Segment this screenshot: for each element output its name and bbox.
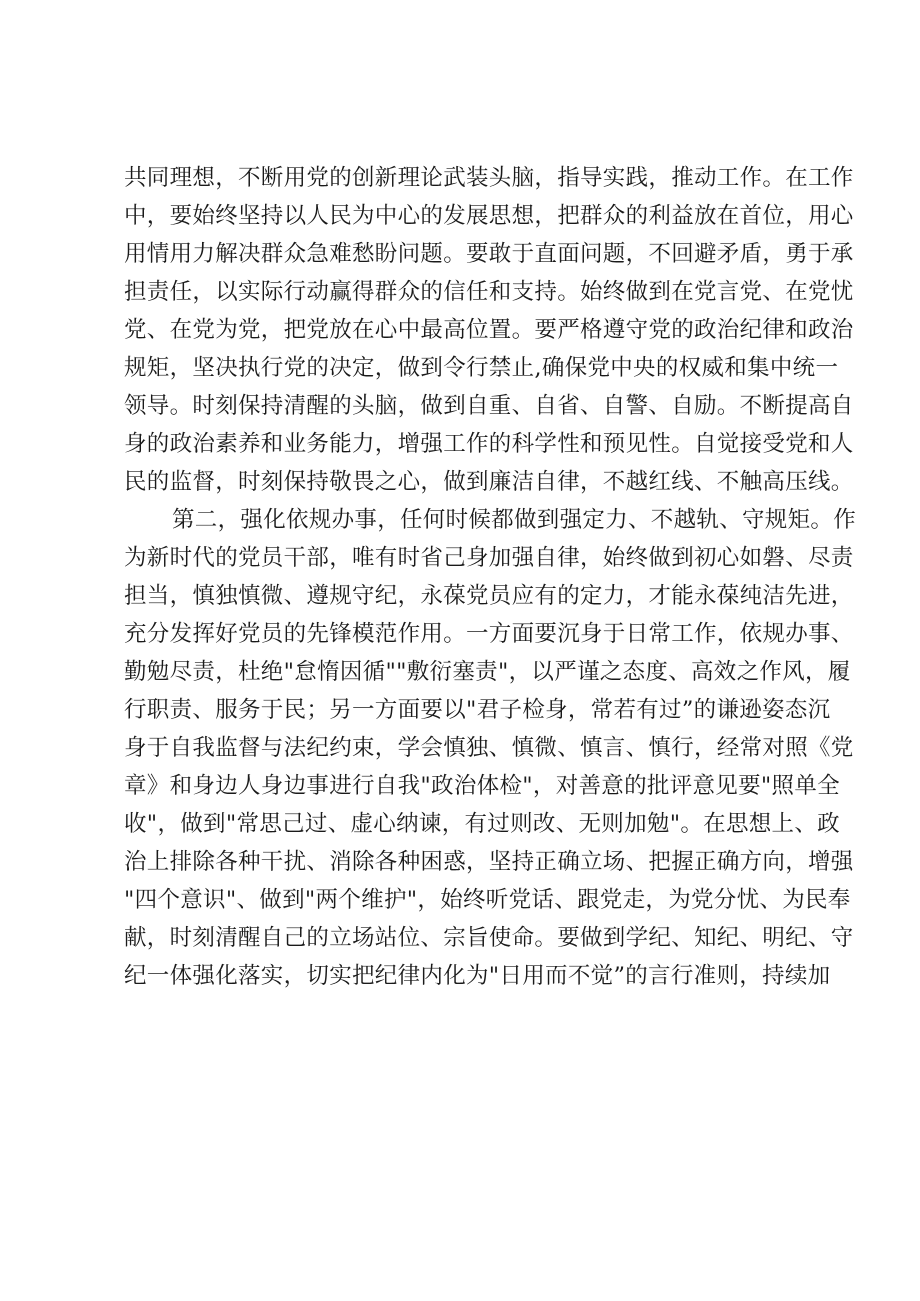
text-line: 献，时刻清醒自己的立场站位、宗旨使命。要做到学纪、知纪、明纪、守 [124,925,854,951]
text-line: 勤勉尽责，杜绝"怠惰因循""敷衍塞责"，以严谨之态度、高效之作风，履 [124,659,851,685]
text-line: 领导。时刻保持清醒的头脑，做到自重、自省、自警、自励。不断提高自 [124,393,854,419]
text-line: 中，要始终坚持以人民为中心的发展思想，把群众的利益放在首位，用心 [124,203,854,229]
text-line: 用情用力解决群众急难愁盼问题。要敢于直面问题，不回避矛盾，勇于承 [124,241,854,267]
text-line: 行职责、服务于民；另一方面要以"君子检身，常若有过”的谦逊姿态沉 [124,697,831,723]
text-line: 担当，慎独慎微、遵规守纪，永葆党员应有的定力，才能永葆纯洁先进， [124,583,854,609]
text-line: 身于自我监督与法纪约束，学会慎独、慎微、慎言、慎行，经常对照《党 [124,735,854,761]
paragraph-first-line: 第二，强化依规办事，任何时候都做到强定力、不越轨、守规矩。作 [172,507,857,533]
text-line: 章》和身边人身边事进行自我"政治体检"，对善意的批评意见要"照单全 [124,773,840,799]
text-line: 党、在党为党，把党放在心中最高位置。要严格遵守党的政治纪律和政治 [124,317,854,343]
text-line: 共同理想，不断用党的创新理论武装头脑，指导实践，推动工作。在工作 [124,165,854,191]
text-line: "四个意识"、做到"两个维护"，始终听党话、跟党走，为党分忧、为民奉 [124,887,851,913]
text-line: 担责任，以实际行动赢得群众的信任和支持。始终做到在党言党、在党忧 [124,279,854,305]
text-line: 规矩，坚决执行党的决定，做到令行禁止,确保党中央的权威和集中统一 [124,355,839,381]
text-line: 纪一体强化落实，切实把纪律内化为"日用而不觉”的言行准则，持续加 [124,963,831,989]
document-body [124,159,857,995]
text-line: 治上排除各种干扰、消除各种困惑，坚持正确立场、把握正确方向，增强 [124,849,854,875]
text-line: 收"，做到"常思己过、虚心纳谏，有过则改、无则加勉"。在思想上、政 [124,811,840,837]
text-line: 充分发挥好党员的先锋模范作用。一方面要沉身于日常工作，依规办事、 [124,621,854,647]
text-line: 民的监督，时刻保持敬畏之心，做到廉洁自律，不越红线、不触高压线。 [124,469,854,495]
text-line: 为新时代的党员干部，唯有时省己身加强自律，始终做到初心如磐、尽责 [124,545,854,571]
text-line: 身的政治素养和业务能力，增强工作的科学性和预见性。自觉接受党和人 [124,431,854,457]
